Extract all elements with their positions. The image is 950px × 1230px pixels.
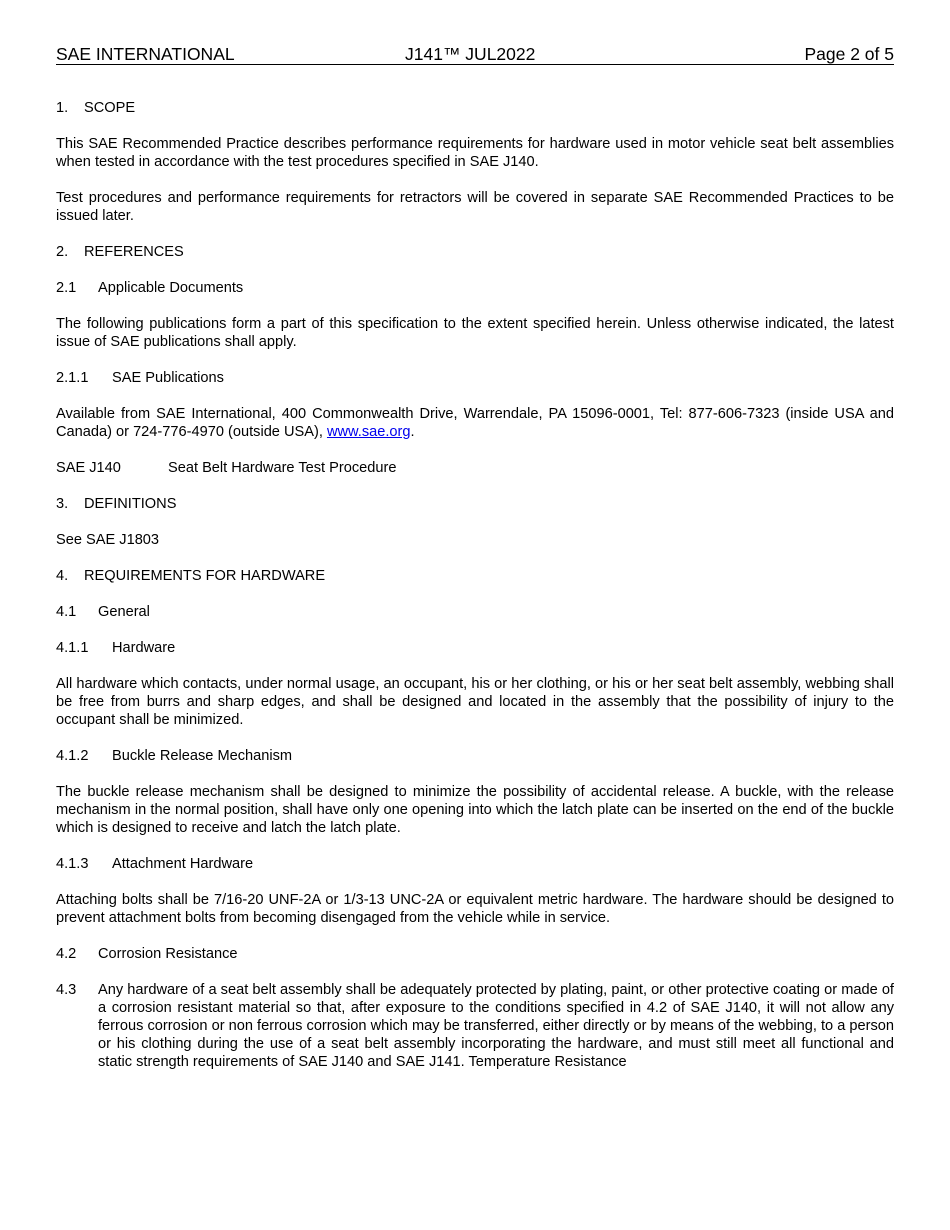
reference-title: Seat Belt Hardware Test Procedure (168, 460, 397, 476)
section-number: 4.1.2 (56, 748, 89, 764)
sae-publications-text: Available from SAE International, 400 Commonwealth Drive, Warrendale, PA 15096-0001, Tel: 877-606-7323 (inside USA and Canada) or 724-776-4970 (outside USA), (56, 406, 894, 440)
subsection-heading-sae-publications (56, 369, 894, 387)
document-page (56, 44, 894, 1089)
subsection-heading-hardware (56, 639, 894, 657)
section-number: 4.1.1 (56, 640, 89, 656)
section-number: 2.1 (56, 280, 77, 296)
header-doc-id: J141™ JUL2022 (405, 44, 536, 64)
section-number: 4. (56, 568, 69, 584)
subsection-heading-buckle-release (56, 747, 894, 765)
scope-paragraph-2: Test procedures and performance requirements for retractors will be covered in separate SAE Recommended Practices to be issued later. (56, 190, 894, 224)
subsection-heading-applicable-documents (56, 279, 894, 297)
scope-paragraph-1: This SAE Recommended Practice describes performance requirements for hardware used in motor vehicle seat belt assemblies when tested in accordance with the test procedures specified in SAE J140. (56, 136, 894, 170)
header-page-number: Page 2 of 5 (804, 44, 894, 64)
section-number: 4.1 (56, 604, 77, 620)
section-number: 2.1.1 (56, 370, 89, 386)
section-title: Attachment Hardware (112, 856, 254, 872)
attachment-hardware-paragraph: Attaching bolts shall be 7/16-20 UNF-2A or 1/3-13 UNC-2A or equivalent metric hardware. The hardware should be designed to prevent attachment bolts from becoming disengaged from the vehicle while in service. (56, 892, 894, 926)
section-number: 2. (56, 244, 69, 260)
section-number: 4.1.3 (56, 856, 89, 872)
section-title: REQUIREMENTS FOR HARDWARE (84, 568, 326, 584)
section-title: SAE Publications (112, 370, 224, 386)
reference-entry (56, 459, 894, 477)
section-title: Corrosion Resistance (98, 946, 238, 962)
section-heading-scope (56, 99, 894, 117)
page-header (56, 44, 894, 65)
sae-publications-end: . (410, 424, 415, 440)
section-number: 1. (56, 100, 69, 116)
section-number: 4.3 (56, 982, 77, 998)
section-heading-definitions (56, 495, 894, 513)
section-4-3-paragraph (56, 981, 894, 1071)
section-4-3-text: Any hardware of a seat belt assembly shall be adequately protected by plating, paint, or other protective coating or made of a corrosion resistant material so that, after exposure to the conditions specified in 4.2 of SAE J140, it will not allow any ferrous corrosion or non ferrous corrosion which may be transferred, either directly or by means of the webbing, to a person or his clothing during the use of a seat belt assembly incorporating the hardware, and must still meet all functional and static strength requirements of SAE J140 and SAE J141. Temperature Resistance (98, 982, 894, 1070)
section-title: REFERENCES (84, 244, 184, 260)
section-number: 4.2 (56, 946, 77, 962)
section-title: DEFINITIONS (84, 496, 177, 512)
subsection-heading-attachment-hardware (56, 855, 894, 873)
section-number: 3. (56, 496, 69, 512)
section-title: SCOPE (84, 100, 136, 116)
subsection-heading-general (56, 603, 894, 621)
applicable-documents-paragraph: The following publications form a part of this specification to the extent specified herein. Unless otherwise indicated, the latest issue of SAE publications shall apply. (56, 316, 894, 350)
definitions-paragraph: See SAE J1803 (56, 532, 160, 548)
document-body (56, 99, 894, 1071)
reference-code: SAE J140 (56, 460, 121, 476)
subsection-heading-corrosion-resistance (56, 945, 894, 963)
section-title: Hardware (112, 640, 176, 656)
section-title: General (98, 604, 150, 620)
header-org: SAE INTERNATIONAL (56, 44, 235, 64)
hardware-paragraph: All hardware which contacts, under normal usage, an occupant, his or her clothing, or his or her seat belt assembly, webbing shall be free from burrs and sharp edges, and shall be designed and located in the assembly that the possibility of injury to the occupant shall be minimized. (56, 676, 894, 728)
section-heading-requirements (56, 567, 894, 585)
section-heading-references (56, 243, 894, 261)
section-title: Buckle Release Mechanism (112, 748, 293, 764)
buckle-release-paragraph: The buckle release mechanism shall be designed to minimize the possibility of accidental release. A buckle, with the release mechanism in the normal position, shall have only one opening into which the latch plate can be inserted on the end of the buckle which is designed to receive and latch the latch plate. (56, 784, 894, 836)
section-title: Applicable Documents (98, 280, 244, 296)
sae-website-link[interactable]: www.sae.org (326, 424, 411, 440)
sae-publications-paragraph (56, 405, 894, 441)
